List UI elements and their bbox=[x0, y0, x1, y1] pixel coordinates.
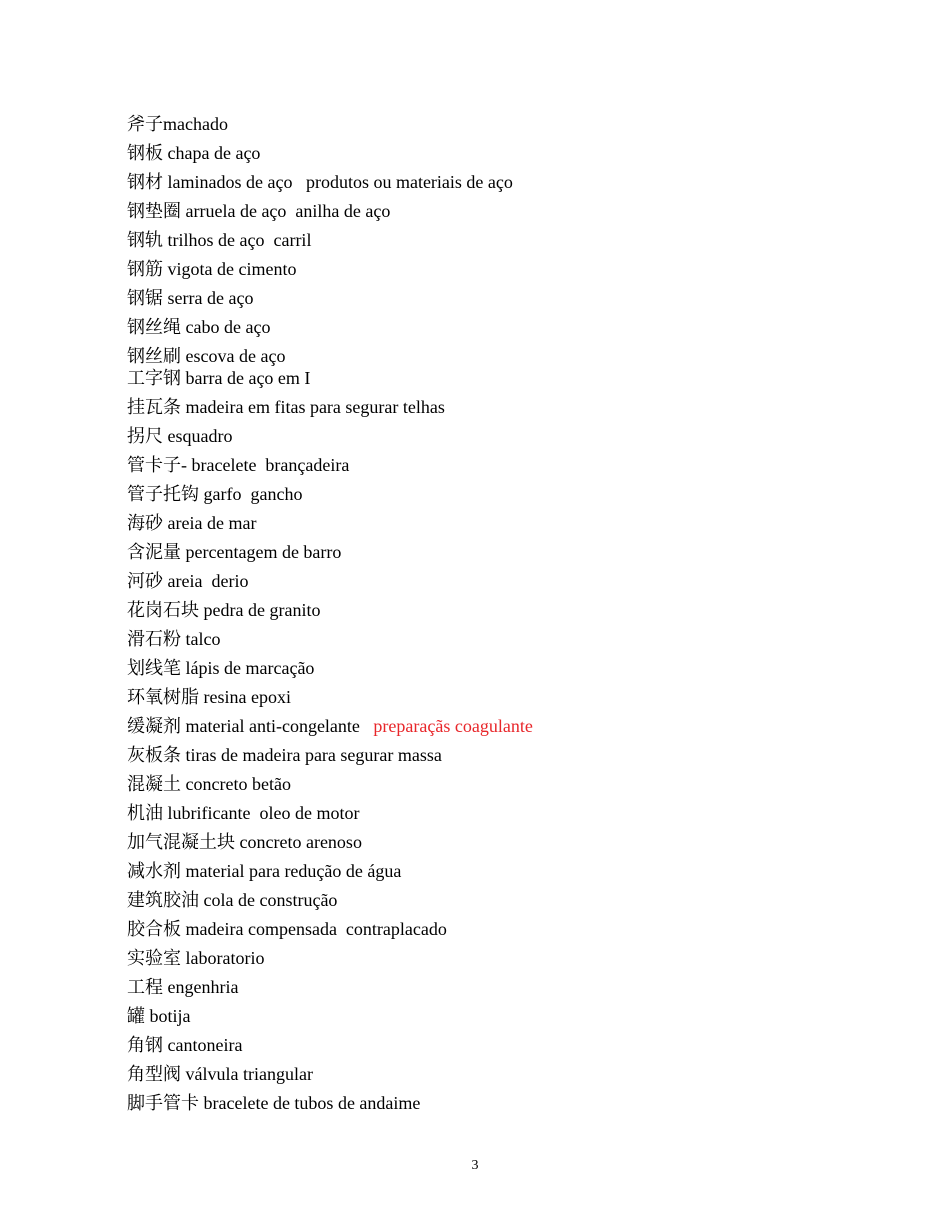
glossary-entry bbox=[127, 975, 847, 1004]
glossary-entry bbox=[127, 946, 847, 975]
term-portuguese: pedra de granito bbox=[199, 600, 321, 620]
term-chinese: 角型阀 bbox=[127, 1064, 181, 1084]
term-portuguese: concreto betão bbox=[181, 774, 291, 794]
term-chinese: 缓凝剂 bbox=[127, 716, 181, 736]
term-portuguese: tiras de madeira para segurar massa bbox=[181, 745, 442, 765]
term-portuguese: botija bbox=[145, 1006, 191, 1026]
term-portuguese: concreto arenoso bbox=[235, 832, 362, 852]
glossary-entry bbox=[127, 656, 847, 685]
glossary-list bbox=[127, 112, 847, 1120]
term-chinese: 实验室 bbox=[127, 948, 181, 968]
term-portuguese: resina epoxi bbox=[199, 687, 291, 707]
glossary-entry bbox=[127, 1033, 847, 1062]
glossary-entry bbox=[127, 228, 847, 257]
glossary-entry bbox=[127, 1091, 847, 1120]
term-chinese: 挂瓦条 bbox=[127, 397, 181, 417]
term-portuguese: laminados de aço produtos ou materiais de aço bbox=[163, 172, 513, 192]
term-chinese: 滑石粉 bbox=[127, 629, 181, 649]
term-chinese: 钢筋 bbox=[127, 259, 163, 279]
term-portuguese: cabo de aço bbox=[181, 317, 271, 337]
term-chinese: 钢丝绳 bbox=[127, 317, 181, 337]
glossary-entry bbox=[127, 257, 847, 286]
glossary-entry bbox=[127, 714, 847, 743]
glossary-entry bbox=[127, 830, 847, 859]
term-chinese: 角钢 bbox=[127, 1035, 163, 1055]
glossary-entry bbox=[127, 511, 847, 540]
term-portuguese: esquadro bbox=[163, 426, 233, 446]
term-portuguese: areia derio bbox=[163, 571, 249, 591]
term-portuguese: cola de construção bbox=[199, 890, 338, 910]
term-chinese: 减水剂 bbox=[127, 861, 181, 881]
term-highlight: preparaçãs coagulante bbox=[373, 716, 533, 736]
term-portuguese: garfo gancho bbox=[199, 484, 303, 504]
term-chinese: 钢丝刷 bbox=[127, 346, 181, 366]
term-portuguese: cantoneira bbox=[163, 1035, 243, 1055]
term-chinese: 机油 bbox=[127, 803, 163, 823]
term-portuguese: vigota de cimento bbox=[163, 259, 297, 279]
glossary-entry bbox=[127, 540, 847, 569]
term-portuguese: bracelete de tubos de andaime bbox=[199, 1093, 421, 1113]
term-portuguese: material anti-congelante bbox=[181, 716, 374, 736]
glossary-entry bbox=[127, 627, 847, 656]
term-chinese: 灰板条 bbox=[127, 745, 181, 765]
term-portuguese: madeira em fitas para segurar telhas bbox=[181, 397, 445, 417]
term-portuguese: serra de aço bbox=[163, 288, 254, 308]
glossary-entry bbox=[127, 1004, 847, 1033]
glossary-entry bbox=[127, 685, 847, 714]
term-chinese: 管子托钩 bbox=[127, 484, 199, 504]
term-chinese: 环氧树脂 bbox=[127, 687, 199, 707]
glossary-entry bbox=[127, 917, 847, 946]
term-portuguese: escova de aço bbox=[181, 346, 286, 366]
glossary-entry bbox=[127, 482, 847, 511]
term-portuguese: percentagem de barro bbox=[181, 542, 342, 562]
glossary-entry bbox=[127, 424, 847, 453]
term-chinese: 钢锯 bbox=[127, 288, 163, 308]
term-chinese: 花岗石块 bbox=[127, 600, 199, 620]
glossary-entry bbox=[127, 453, 847, 482]
term-chinese: 管卡子 bbox=[127, 455, 181, 475]
term-chinese: 河砂 bbox=[127, 571, 163, 591]
term-chinese: 罐 bbox=[127, 1006, 145, 1026]
term-chinese: 工程 bbox=[127, 977, 163, 997]
glossary-entry bbox=[127, 569, 847, 598]
term-portuguese: lubrificante oleo de motor bbox=[163, 803, 360, 823]
term-chinese: 拐尺 bbox=[127, 426, 163, 446]
glossary-entry bbox=[127, 199, 847, 228]
glossary-entry bbox=[127, 344, 847, 366]
term-chinese: 建筑胶油 bbox=[127, 890, 199, 910]
term-chinese: 海砂 bbox=[127, 513, 163, 533]
term-chinese: 加气混凝土块 bbox=[127, 832, 235, 852]
term-portuguese: trilhos de aço carril bbox=[163, 230, 312, 250]
glossary-entry bbox=[127, 598, 847, 627]
page-number: 3 bbox=[471, 1158, 479, 1173]
term-chinese: 工字钢 bbox=[127, 368, 181, 388]
term-chinese: 钢轨 bbox=[127, 230, 163, 250]
glossary-entry bbox=[127, 801, 847, 830]
term-chinese: 划线笔 bbox=[127, 658, 181, 678]
term-portuguese: machado bbox=[163, 114, 228, 134]
term-chinese: 含泥量 bbox=[127, 542, 181, 562]
glossary-entry bbox=[127, 366, 847, 395]
term-chinese: 钢垫圈 bbox=[127, 201, 181, 221]
term-chinese: 斧子 bbox=[127, 114, 163, 134]
glossary-entry bbox=[127, 315, 847, 344]
term-chinese: 混凝土 bbox=[127, 774, 181, 794]
glossary-entry bbox=[127, 286, 847, 315]
term-portuguese: engenhria bbox=[163, 977, 239, 997]
term-chinese: 胶合板 bbox=[127, 919, 181, 939]
glossary-entry bbox=[127, 743, 847, 772]
glossary-entry bbox=[127, 888, 847, 917]
term-portuguese: areia de mar bbox=[163, 513, 257, 533]
term-portuguese: material para redução de água bbox=[181, 861, 402, 881]
term-portuguese: válvula triangular bbox=[181, 1064, 313, 1084]
glossary-entry bbox=[127, 859, 847, 888]
term-chinese: 脚手管卡 bbox=[127, 1093, 199, 1113]
term-portuguese: lápis de marcação bbox=[181, 658, 315, 678]
term-portuguese: madeira compensada contraplacado bbox=[181, 919, 447, 939]
term-portuguese: arruela de aço anilha de aço bbox=[181, 201, 391, 221]
glossary-entry bbox=[127, 772, 847, 801]
term-chinese: 钢材 bbox=[127, 172, 163, 192]
term-portuguese: talco bbox=[181, 629, 221, 649]
glossary-entry bbox=[127, 1062, 847, 1091]
term-portuguese: - bracelete brançadeira bbox=[181, 455, 350, 475]
term-chinese: 钢板 bbox=[127, 143, 163, 163]
glossary-entry bbox=[127, 170, 847, 199]
term-portuguese: laboratorio bbox=[181, 948, 265, 968]
glossary-entry bbox=[127, 112, 847, 141]
glossary-entry bbox=[127, 141, 847, 170]
term-portuguese: barra de aço em I bbox=[181, 368, 311, 388]
term-portuguese: chapa de aço bbox=[163, 143, 261, 163]
glossary-entry bbox=[127, 395, 847, 424]
